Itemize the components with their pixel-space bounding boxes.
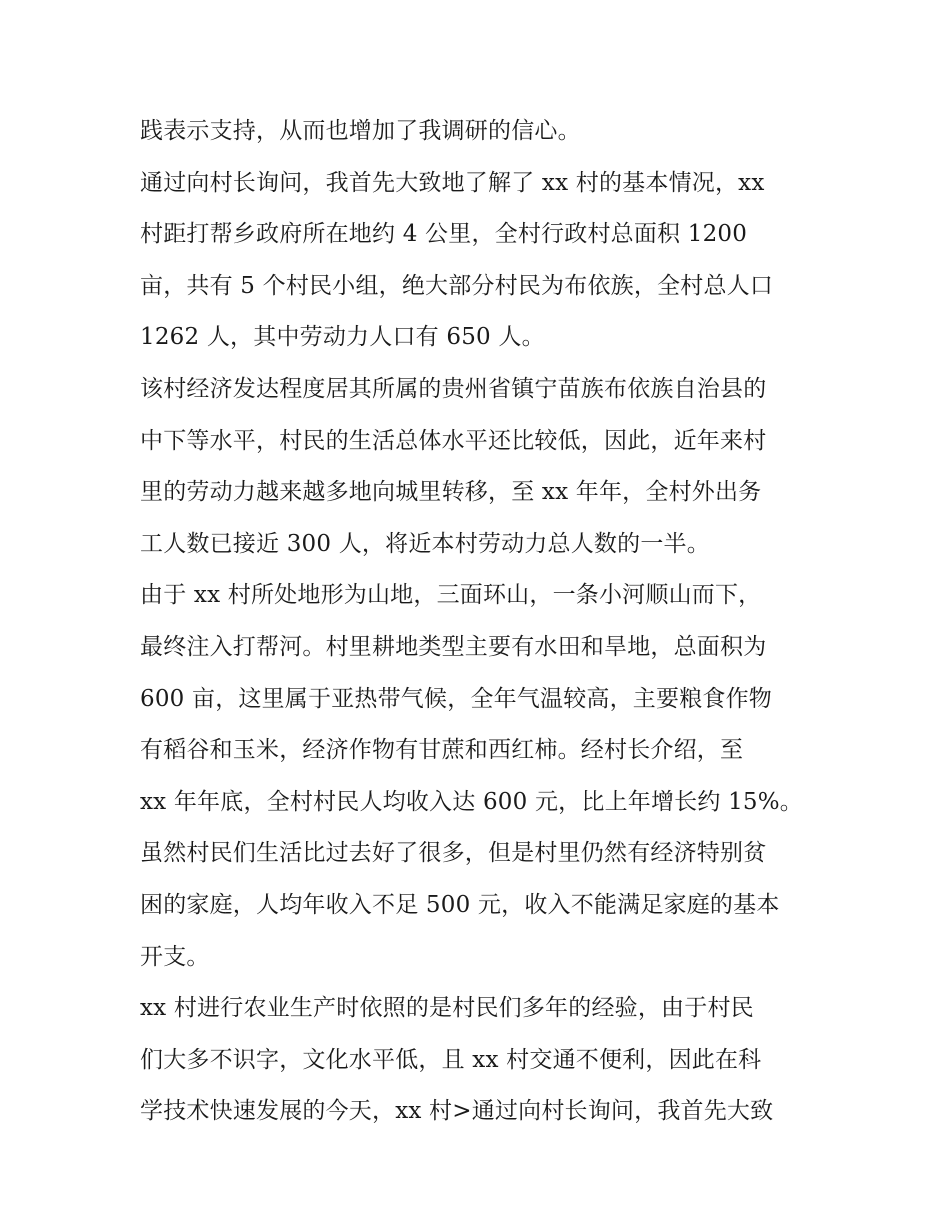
text-line: 困的家庭，人均年收入不足 500 元，收入不能满足家庭的基本 [140,891,780,918]
text-line: 村距打帮乡政府所在地约 4 公里，全村行政村总面积 1200 [140,221,748,248]
body-text [140,106,820,1138]
text-line: 亩，共有 5 个村民小组，绝大部分村民为布依族，全村总人口 [140,272,774,299]
text-line: 600 亩，这里属于亚热带气候，全年气温较高，主要粮食作物 [140,685,773,712]
text-line: 该村经济发达程度居其所属的贵州省镇宁苗族布依族自治县的 [140,375,767,402]
text-line: 由于 xx 村所处地形为山地，三面环山，一条小河顺山而下， [140,582,762,609]
text-line: 工人数已接近 300 人，将近本村劳动力总人数的一半。 [140,530,710,557]
text-line: 学技术快速发展的今天，xx 村>通过向村长询问，我首先大致 [140,1098,774,1125]
text-line: 们大多不识字，文化水平低，且 xx 村交通不便利，因此在科 [140,1046,762,1073]
text-line: 有稻谷和玉米，经济作物有甘蔗和西红柿。经村长介绍，至 [140,737,744,764]
text-line: 践表示支持，从而也增加了我调研的信心。 [140,118,581,144]
text-line: 开支。 [140,943,210,970]
text-line: 中下等水平，村民的生活总体水平还比较低，因此，近年来村 [140,427,767,454]
text-line: 里的劳动力越来越多地向城里转移，至 xx 年年，全村外出务 [140,479,762,506]
text-line: 最终注入打帮河。村里耕地类型主要有水田和旱地，总面积为 [140,633,767,660]
text-line: 1262 人，其中劳动力人口有 650 人。 [140,324,545,351]
text-line: 虽然村民们生活比过去好了很多，但是村里仍然有经济特别贫 [140,840,767,867]
text-line: xx 年年底，全村村民人均收入达 600 元，比上年增长约 15%。 [140,788,804,815]
text-line: 通过向村长询问，我首先大致地了解了 xx 村的基本情况，xx [140,169,765,196]
text-line: xx 村进行农业生产时依照的是村民们多年的经验，由于村民 [140,995,754,1022]
